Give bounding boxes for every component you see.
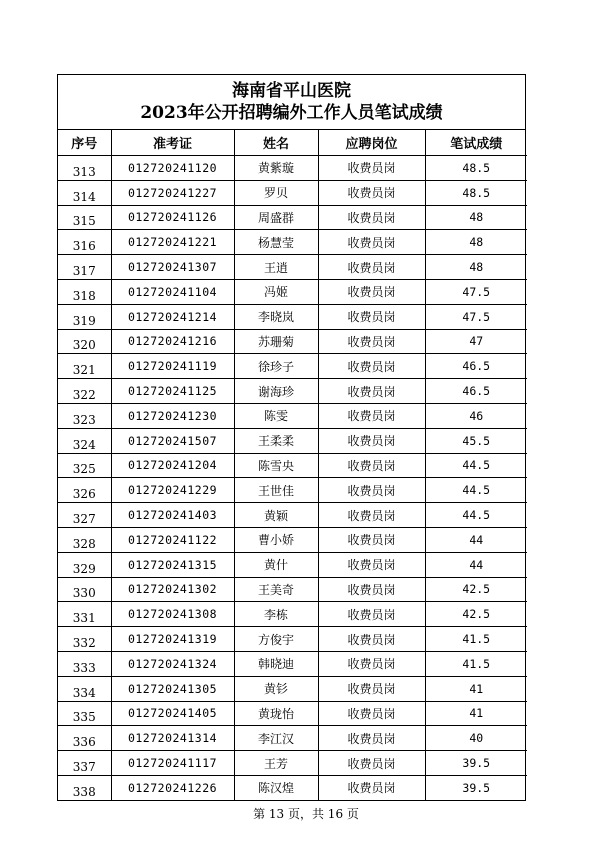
cell-position: 收费员岗 bbox=[318, 726, 425, 751]
cell-exam-no: 012720241117 bbox=[111, 751, 234, 776]
cell-seq: 325 bbox=[58, 453, 111, 478]
table-row bbox=[58, 602, 527, 627]
cell-exam-no: 012720241221 bbox=[111, 230, 234, 255]
cell-name: 苏珊菊 bbox=[234, 329, 318, 354]
cell-exam-no: 012720241229 bbox=[111, 478, 234, 503]
table-row bbox=[58, 156, 527, 181]
cell-exam-no: 012720241216 bbox=[111, 329, 234, 354]
page-footer: 第 13 页，共 16 页 bbox=[253, 807, 359, 821]
cell-name: 王芳 bbox=[234, 751, 318, 776]
cell-name: 谢海珍 bbox=[234, 379, 318, 404]
cell-position: 收费员岗 bbox=[318, 279, 425, 304]
cell-position: 收费员岗 bbox=[318, 403, 425, 428]
cell-exam-no: 012720241126 bbox=[111, 205, 234, 230]
results-table bbox=[58, 130, 527, 800]
cell-exam-no: 012720241214 bbox=[111, 304, 234, 329]
header-position: 应聘岗位 bbox=[318, 130, 425, 156]
cell-seq: 326 bbox=[58, 478, 111, 503]
cell-name: 李晓岚 bbox=[234, 304, 318, 329]
cell-exam-no: 012720241307 bbox=[111, 255, 234, 280]
cell-seq: 327 bbox=[58, 503, 111, 528]
cell-seq: 315 bbox=[58, 205, 111, 230]
cell-seq: 329 bbox=[58, 552, 111, 577]
cell-position: 收费员岗 bbox=[318, 676, 425, 701]
cell-name: 韩晓迪 bbox=[234, 651, 318, 676]
table-row bbox=[58, 255, 527, 280]
cell-name: 曹小娇 bbox=[234, 527, 318, 552]
cell-seq: 338 bbox=[58, 775, 111, 799]
table-row bbox=[58, 180, 527, 205]
cell-position: 收费员岗 bbox=[318, 701, 425, 726]
cell-score: 47.5 bbox=[425, 279, 527, 304]
table-row bbox=[58, 751, 527, 776]
cell-name: 黄珑怡 bbox=[234, 701, 318, 726]
cell-score: 46 bbox=[425, 403, 527, 428]
cell-name: 陈汉煌 bbox=[234, 775, 318, 799]
cell-seq: 324 bbox=[58, 428, 111, 453]
cell-score: 46.5 bbox=[425, 379, 527, 404]
cell-score: 40 bbox=[425, 726, 527, 751]
cell-score: 45.5 bbox=[425, 428, 527, 453]
cell-score: 44 bbox=[425, 527, 527, 552]
table-row bbox=[58, 230, 527, 255]
cell-position: 收费员岗 bbox=[318, 602, 425, 627]
cell-score: 41 bbox=[425, 676, 527, 701]
cell-score: 46.5 bbox=[425, 354, 527, 379]
cell-score: 44 bbox=[425, 552, 527, 577]
cell-seq: 335 bbox=[58, 701, 111, 726]
cell-name: 李栋 bbox=[234, 602, 318, 627]
table-row bbox=[58, 453, 527, 478]
cell-seq: 322 bbox=[58, 379, 111, 404]
table-row bbox=[58, 354, 527, 379]
cell-seq: 334 bbox=[58, 676, 111, 701]
cell-seq: 317 bbox=[58, 255, 111, 280]
cell-name: 周盛群 bbox=[234, 205, 318, 230]
cell-name: 杨慧莹 bbox=[234, 230, 318, 255]
cell-score: 48 bbox=[425, 230, 527, 255]
cell-name: 罗贝 bbox=[234, 180, 318, 205]
cell-seq: 319 bbox=[58, 304, 111, 329]
cell-exam-no: 012720241319 bbox=[111, 627, 234, 652]
cell-position: 收费员岗 bbox=[318, 478, 425, 503]
header-seq: 序号 bbox=[58, 130, 111, 156]
cell-position: 收费员岗 bbox=[318, 255, 425, 280]
title-exam: 2023年公开招聘编外工作人员笔试成绩 bbox=[140, 103, 443, 123]
table-row bbox=[58, 403, 527, 428]
cell-score: 48 bbox=[425, 255, 527, 280]
table-row bbox=[58, 726, 527, 751]
table-row bbox=[58, 428, 527, 453]
cell-seq: 328 bbox=[58, 527, 111, 552]
cell-name: 方俊宇 bbox=[234, 627, 318, 652]
cell-exam-no: 012720241403 bbox=[111, 503, 234, 528]
cell-position: 收费员岗 bbox=[318, 503, 425, 528]
cell-exam-no: 012720241507 bbox=[111, 428, 234, 453]
results-sheet bbox=[57, 74, 526, 801]
cell-seq: 314 bbox=[58, 180, 111, 205]
cell-seq: 323 bbox=[58, 403, 111, 428]
table-row bbox=[58, 701, 527, 726]
cell-seq: 316 bbox=[58, 230, 111, 255]
cell-seq: 330 bbox=[58, 577, 111, 602]
cell-name: 黄紫璇 bbox=[234, 156, 318, 181]
cell-score: 47.5 bbox=[425, 304, 527, 329]
cell-position: 收费员岗 bbox=[318, 205, 425, 230]
cell-score: 48 bbox=[425, 205, 527, 230]
cell-exam-no: 012720241227 bbox=[111, 180, 234, 205]
table-row bbox=[58, 329, 527, 354]
cell-exam-no: 012720241204 bbox=[111, 453, 234, 478]
document-title bbox=[58, 75, 525, 130]
cell-name: 黄什 bbox=[234, 552, 318, 577]
table-row bbox=[58, 552, 527, 577]
cell-seq: 313 bbox=[58, 156, 111, 181]
table-header-row bbox=[58, 130, 527, 156]
cell-exam-no: 012720241120 bbox=[111, 156, 234, 181]
cell-score: 48.5 bbox=[425, 156, 527, 181]
cell-score: 42.5 bbox=[425, 602, 527, 627]
cell-exam-no: 012720241314 bbox=[111, 726, 234, 751]
cell-score: 41.5 bbox=[425, 651, 527, 676]
table-row bbox=[58, 651, 527, 676]
cell-exam-no: 012720241315 bbox=[111, 552, 234, 577]
cell-position: 收费员岗 bbox=[318, 453, 425, 478]
table-row bbox=[58, 627, 527, 652]
cell-exam-no: 012720241305 bbox=[111, 676, 234, 701]
table-row bbox=[58, 676, 527, 701]
cell-exam-no: 012720241405 bbox=[111, 701, 234, 726]
table-row bbox=[58, 304, 527, 329]
header-score: 笔试成绩 bbox=[425, 130, 527, 156]
cell-seq: 332 bbox=[58, 627, 111, 652]
table-row bbox=[58, 503, 527, 528]
cell-position: 收费员岗 bbox=[318, 428, 425, 453]
cell-name: 徐珍子 bbox=[234, 354, 318, 379]
cell-seq: 320 bbox=[58, 329, 111, 354]
cell-score: 39.5 bbox=[425, 775, 527, 799]
table-row bbox=[58, 379, 527, 404]
cell-position: 收费员岗 bbox=[318, 527, 425, 552]
cell-position: 收费员岗 bbox=[318, 354, 425, 379]
cell-score: 42.5 bbox=[425, 577, 527, 602]
cell-seq: 321 bbox=[58, 354, 111, 379]
cell-position: 收费员岗 bbox=[318, 329, 425, 354]
cell-position: 收费员岗 bbox=[318, 379, 425, 404]
cell-exam-no: 012720241308 bbox=[111, 602, 234, 627]
header-exam-no: 准考证 bbox=[111, 130, 234, 156]
cell-position: 收费员岗 bbox=[318, 180, 425, 205]
cell-score: 44.5 bbox=[425, 453, 527, 478]
cell-seq: 336 bbox=[58, 726, 111, 751]
cell-score: 44.5 bbox=[425, 478, 527, 503]
cell-name: 陈雯 bbox=[234, 403, 318, 428]
cell-position: 收费员岗 bbox=[318, 751, 425, 776]
cell-exam-no: 012720241119 bbox=[111, 354, 234, 379]
table-row bbox=[58, 478, 527, 503]
cell-name: 王世佳 bbox=[234, 478, 318, 503]
cell-seq: 318 bbox=[58, 279, 111, 304]
title-hospital: 海南省平山医院 bbox=[232, 81, 351, 101]
cell-seq: 331 bbox=[58, 602, 111, 627]
cell-score: 47 bbox=[425, 329, 527, 354]
cell-position: 收费员岗 bbox=[318, 627, 425, 652]
cell-position: 收费员岗 bbox=[318, 230, 425, 255]
cell-exam-no: 012720241104 bbox=[111, 279, 234, 304]
cell-position: 收费员岗 bbox=[318, 775, 425, 799]
cell-exam-no: 012720241125 bbox=[111, 379, 234, 404]
cell-name: 陈雪央 bbox=[234, 453, 318, 478]
cell-position: 收费员岗 bbox=[318, 156, 425, 181]
cell-name: 李江汉 bbox=[234, 726, 318, 751]
cell-score: 39.5 bbox=[425, 751, 527, 776]
cell-score: 41 bbox=[425, 701, 527, 726]
cell-exam-no: 012720241122 bbox=[111, 527, 234, 552]
cell-name: 冯姬 bbox=[234, 279, 318, 304]
cell-position: 收费员岗 bbox=[318, 651, 425, 676]
cell-position: 收费员岗 bbox=[318, 552, 425, 577]
table-row bbox=[58, 775, 527, 799]
cell-exam-no: 012720241324 bbox=[111, 651, 234, 676]
cell-score: 44.5 bbox=[425, 503, 527, 528]
cell-name: 黄钐 bbox=[234, 676, 318, 701]
cell-position: 收费员岗 bbox=[318, 304, 425, 329]
header-name: 姓名 bbox=[234, 130, 318, 156]
cell-name: 王美奇 bbox=[234, 577, 318, 602]
cell-score: 41.5 bbox=[425, 627, 527, 652]
cell-name: 黄颖 bbox=[234, 503, 318, 528]
cell-name: 王逍 bbox=[234, 255, 318, 280]
cell-seq: 333 bbox=[58, 651, 111, 676]
cell-seq: 337 bbox=[58, 751, 111, 776]
cell-position: 收费员岗 bbox=[318, 577, 425, 602]
cell-exam-no: 012720241226 bbox=[111, 775, 234, 799]
cell-score: 48.5 bbox=[425, 180, 527, 205]
table-row bbox=[58, 279, 527, 304]
table-row bbox=[58, 205, 527, 230]
table-row bbox=[58, 527, 527, 552]
table-row bbox=[58, 577, 527, 602]
cell-exam-no: 012720241230 bbox=[111, 403, 234, 428]
cell-name: 王柔柔 bbox=[234, 428, 318, 453]
cell-exam-no: 012720241302 bbox=[111, 577, 234, 602]
